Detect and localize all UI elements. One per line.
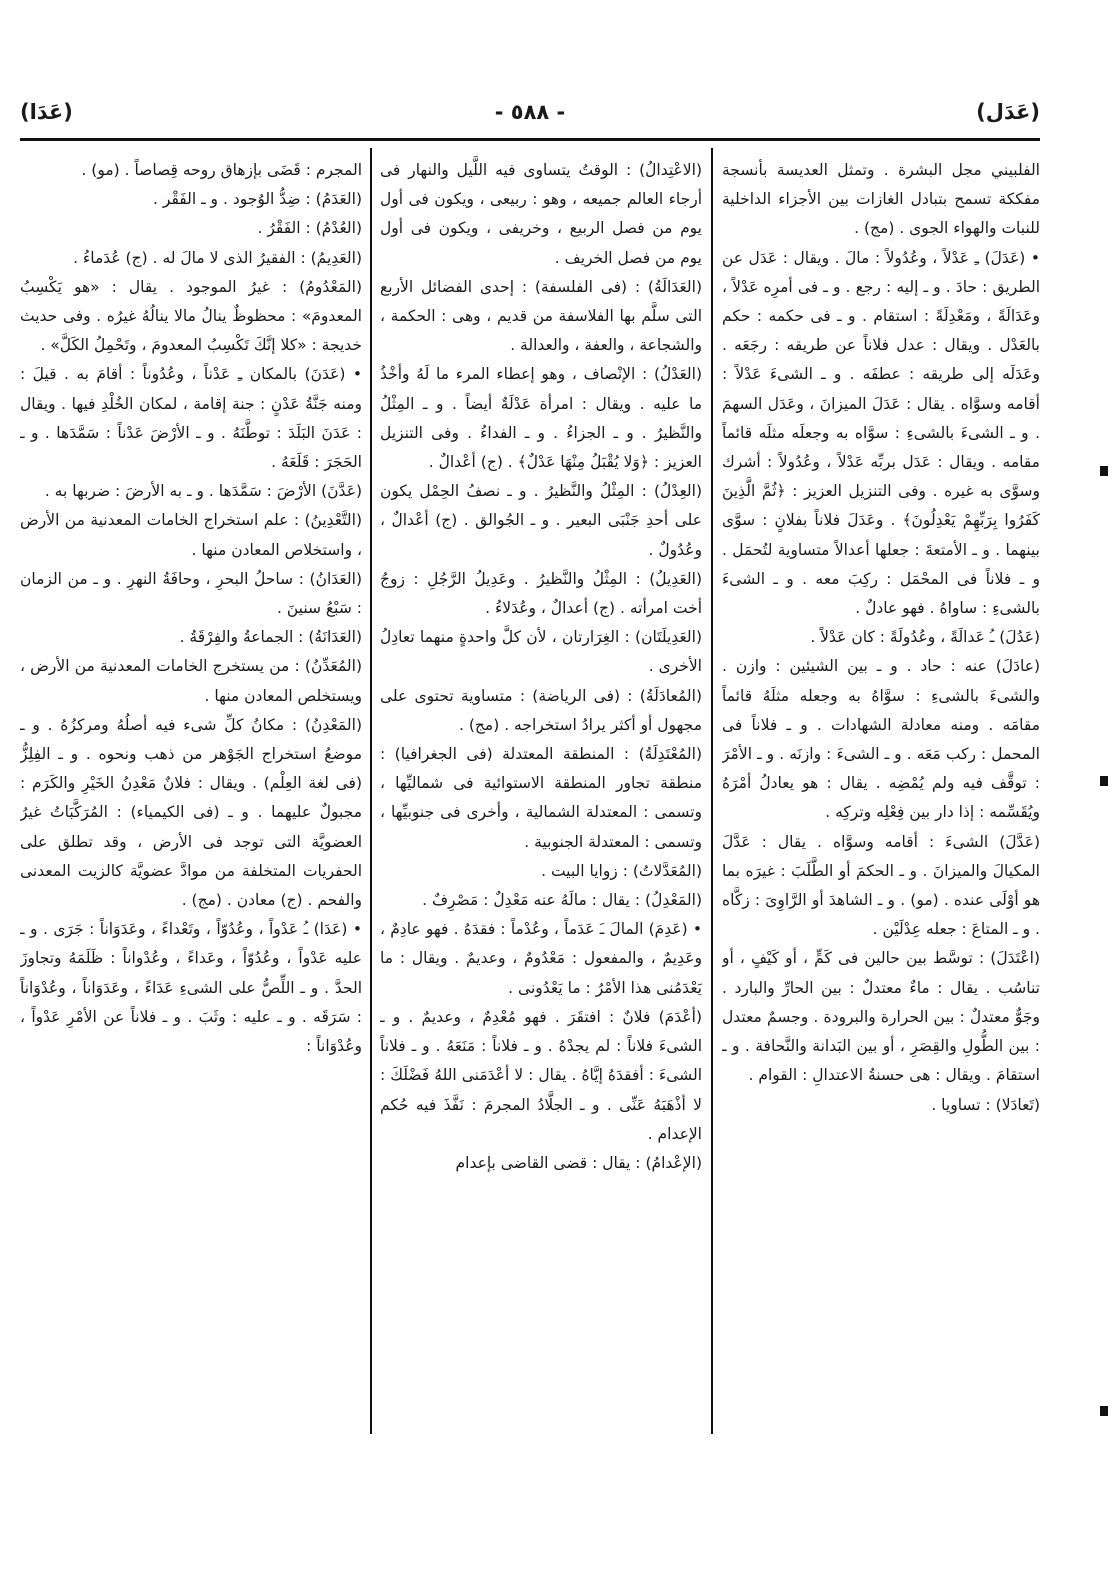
margin-mark (1100, 776, 1108, 786)
dictionary-entry: (المُعْتَدِلَةُ) : المنطقة المعتدلة (فى الجغرافيا) : منطقة تجاور المنطقة الاستوائية فى شماليِّها ، وتسمى : المعتدلة الشمالية ، وأخرى فى جنوبيِّها ، وتسمى : المعتدلة الجنوبية . (380, 745, 702, 851)
header-rule (20, 138, 1040, 141)
dictionary-entry: (العَدَانُ) : ساحلُ البحرِ ، وحافَةُ النهرِ . و ـ من الزمان : سَبْعُ سنينَ . (20, 569, 362, 618)
dictionary-entry: (الإعْدامُ) : يقال : قضى القاضى بإعدام (455, 1153, 702, 1172)
column-middle (380, 156, 702, 1436)
dictionary-entry: (الاعْتِدالُ) : الوقتُ يتساوى فيه اللَّيل والنهار فى أرجاء العالم جميعه ، وهو : ربيعى ، ويكون فى أول يوم من فصل الربيع ، وخريفى ، ويكون فى أول يوم من فصل الخريف . (380, 161, 702, 267)
column-divider-left (370, 148, 372, 1434)
dictionary-entry: (المُعَدَّلاتُ) : زوايا البيت . (541, 861, 702, 880)
dictionary-entry: (تَعادَلا) : تساويا . (931, 1095, 1040, 1114)
dictionary-entry: المجرم : قَضَى بإزهاق روحه قِصاصاً . (مو) . (81, 161, 362, 179)
dictionary-entry: (المَعْدُومُ) : غيرُ الموجود . يقال : «هو يَكْسِبُ المعدومَ» : محظوظٌ ينالُ مالا ينالُهُ غيرُه . وفى حديث خديجة : «كلا إنَّكَ تَكْسِبُ المعدومَ ، وتَحْمِلُ الكَلَّ» . (20, 277, 362, 355)
dictionary-entry: (العَدِيلُ) : المِثْلُ والنَّظيرُ . وعَدِيلُ الرَّجُلِ : زوجُ أخت امرأته . (ج) أعدالٌ ، وعُدَلاءُ . (380, 569, 702, 618)
dictionary-entry: (العَدَالَةُ) : (فى الفلسفة) : إحدى الفضائل الأربع التى سلَّم بها الفلاسفة من قديم ، وهى : الحكمة ، والشجاعة ، والعفة ، والعدالة . (380, 277, 702, 355)
dictionary-entry: (التَّعْدِينُ) : علم استخراج الخامات المعدنية من الأرض ، واستخلاص المعادن منها . (20, 511, 362, 559)
dictionary-entry: (العَدَانَةُ) : الجماعةُ والفِرْقَةُ . (179, 628, 362, 647)
dictionary-entry: (المَعْدِلُ) : يقال : مالَهُ عنه مَعْدِلٌ : مَصْرِفٌ . (422, 891, 702, 910)
dictionary-entry: (أعْدَمَ) فلانٌ : افتقَرَ . فهو مُعْدِمٌ ، وعديمٌ . و ـ الشىءَ فلاناً : لم يجدْهُ . و ـ فلاناً : مَنَعَهُ . و ـ فلاناً الشىءَ : أفقدَهُ إيَّاهُ . يقال : لا أعْدَمَنى اللهُ فَضْلَكَ : لا أذْهَبَهُ عَنِّى . و ـ الجلَّادُ المجرمَ : نَفَّذَ فيه حُكم الإعدام . (380, 1007, 702, 1143)
dictionary-entry: (اعْتَدَلَ) : توسَّط بين حالين فى كَمٍّ ، أو كَيْفٍ ، أو تناسُب . يقال : ماءٌ معتدلٌ : بين الحارِّ والبارد . وجَوٌّ معتدلٌ : بين الحرارة والبرودة . وجسمٌ معتدل : بين الطُّولِ والقِصَرِ ، أو بين البَدانة والنَّحافة . و ـ استقامَ . ويقال : هى حسنةُ الاعتدالِ : القوام . (722, 949, 1040, 1085)
dictionary-entry: • (عَدَلَ) ـِ عَدْلاً ، وعُدُولاً : مالَ . ويقال : عَدَل عن الطريق : حادَ . و ـ إليه : رجع . و ـ فى أمرِه عَدْلاً ، وعَدَالَةً ، ومَعْدِلَةً : استقام . و ـ فى حكمه : حكم بالعَدْل . ويقال : عدل فلاناً عن طريقه : رجَعَه . وعَدَلَه إلى طريقه : عطفَه . و ـ الشىءَ عَدْلاً : أقامه وسوَّاه . يقال : عَدَلَ الميزانَ ، وعَدَل السهمَ . و ـ الشىءَ بالشىءِ : سوَّاه به وجعلَه مثلَه قائماً مقامه . ويقال : عَدَل بربِّه عَدْلاً ، وعُدُولاً : أشرك وسوَّى به غيره . وفى التنزيل العزيز : ﴿ثُمَّ الَّذِينَ كَفَرُوا بِرَبِّهِمْ يَعْدِلُونَ﴾ . وعَدَلَ فلاناً بفلانٍ : سوَّى بينهما . و ـ الأمتعةَ : جعلها أعدالاً متساوية لتُحمَل . و ـ فلاناً فى المحْمَل : ركِبَ معه . و ـ الشىءَ بالشىءِ : ساواهُ . فهو عادلٌ . (722, 248, 1040, 618)
dictionary-entry: (عَدَّنَ) الأرْضَ : سَمَّدَها . و ـ به الأرضَ : ضربها به . (44, 482, 362, 501)
header-entry-word-right: (عَدَل) (976, 100, 1040, 124)
dictionary-entry: (العَدِيلَتَان) : الغِرَارتان ، لأن كلَّ واحدةٍ منهما تعادِلُ الأخرى . (380, 628, 702, 676)
dictionary-entry: (العَدْلُ) : الإنْصاف ، وهو إعطاء المرء ما لَهُ وأخْذُ ما عليه . ويقال : امرأة عَدْلَةٌ أيضاً . و ـ المِثْلُ والنَّظيرُ . و ـ الجزاءُ . و ـ الفداءُ . وفى التنزيل العزيز : ﴿وَلا يُقْبَلُ مِنْهَا عَدْلٌ﴾ . (ج) أعْدالٌ . (380, 365, 702, 472)
dictionary-entry: (المَعْدِنُ) : مكانُ كلِّ شىء فيه أصلُهُ ومركزُهُ . و ـ موضعُ استخراج الجَوْهر من ذهب ونحوه . و ـ الفِلِزُّ (فى لغة العِلْم) . ويقال : فلانٌ مَعْدِنُ الخَيْرِ والكَرَم : مجبولٌ عليهما . و ـ (فى الكيمياء) : المُرَكَّبَاتُ غيرُ العضويَّة التى توجد فى الأرض ، وقد تطلق على الحفريات المتخلفة من موادَّ عضويَّة كالزيت المعدنى والفحم . (ج) معادن . (مج) . (20, 715, 362, 910)
dictionary-entry: (العَدِيمُ) : الفقيرُ الذى لا مالَ له . (ج) عُدَماءُ . (73, 248, 362, 267)
dictionary-entry: (العِدْلُ) : المِثْلُ والنَّظيرُ . و ـ نصفُ الحِمْل يكون على أحدِ جَنْبَى البعير . و ـ الجُوالق . (ج) أعْدالٌ ، وعُدُولٌ . (380, 482, 702, 559)
dictionary-entry: (عَدُلَ) ـُ عَدالَةً ، وعُدُولَةً : كان عَدْلاً . (810, 628, 1040, 647)
dictionary-entry: (المُعَدِّنُ) : من يستخرج الخامات المعدنية من الأرض ، ويستخلص المعادن منها . (20, 657, 362, 705)
column-left (20, 156, 362, 1436)
page-number: - ٥٨٨ - (494, 100, 566, 124)
page-header (20, 92, 1040, 132)
column-right (722, 156, 1040, 1436)
dictionary-entry: (عَدَّلَ) الشىءَ : أقامه وسوَّاه . يقال : عَدَّلَ المكيالَ والميزانَ . و ـ الحكمَ أو الطَّلَبَ : غيرَه بما هو أوْلَى عنده . (مو) . و ـ الشاهدَ أو الرَّاوِىَ : زكَّاه . و ـ المتاعَ : جعله عِدْلَيْن . (722, 832, 1040, 939)
dictionary-entry: (العَدَمُ) : ضِدُّ الوُجود . و ـ الفَقْر . (153, 190, 362, 209)
dictionary-entry: • (عَدَنَ) بالمكان ـِ عَدْناً ، وعُدُوناً : أقامَ به . قيلَ : ومنه جَنَّةُ عَدْنٍ : جنة إقامة ، لمكان الخُلْدِ فيها . ويقال : عَدَنَ البَلَدَ : توطَّنَهُ . و ـ الأرْضَ عَدْناً : سَمَّدَها . و ـ الحَجَرَ : قَلَعَهُ . (20, 365, 362, 472)
column-divider-right (711, 148, 713, 1434)
dictionary-entry: (العُدْمُ) : الفَقْرُ . (257, 219, 362, 238)
header-entry-word-left: (عَدَا) (20, 100, 73, 124)
dictionary-entry: • (عَدَا) ـُ عَدْواً ، وعُدُوّاً ، وتَعْداءً ، وعَدَوَاناً : جَرَى . و ـ عليه عَدْواً ، وعُدُوّاً ، وعَداءً ، وعُدْواناً : ظَلَمَهُ وتجاوزَ الحدَّ . و ـ اللِّصُّ على الشىءِ عَدَاءً ، وعَدَوَاناً ، وعُدْوَاناً : سَرَقَه . و ـ عليه : وثَبَ . و ـ فلاناً عن الأمْرِ عَدْواً ، وعُدْوَاناً : (20, 920, 362, 1056)
dictionary-entry: • (عَدِمَ) المالَ ـَ عَدَماً ، وعُدْماً : فقدَهُ . فهو عادِمٌ ، وعَدِيمٌ ، والمفعول : مَعْدُومٌ ، وعديمٌ . ويقال : ما يَعْدَمُنى هذا الأمْرُ : ما يَعْدُونى . (380, 920, 702, 997)
dictionary-entry: الفلبيني مجل البشرة . وتمثل العديسة بأنسجة مفككة تسمح بتبادل الغازات بين الأجزاء الداخلية للنبات والهواء الجوى . (مج) . (722, 161, 1040, 238)
margin-mark (1100, 466, 1108, 476)
dictionary-entry: (عادَلَ) عنه : حاد . و ـ بين الشيئين : وازن . والشىءَ بالشىءِ : سوَّاهُ به وجعله مثلَهُ قائماً مقامَه . ومنه معادلة الشهادات . و ـ فلاناً فى المحمل : ركب مَعَه . و ـ الشىءَ : وازنَه . و ـ الأمْرَ : توقَّف فيه ولم يُمْضِه . يقال : هو يعادلُ أمْرَهُ ويُقَسِّمه : إذا دار بين فِعْلِه وتركِه . (722, 657, 1040, 822)
dictionary-entry: (المُعادَلَةُ) : (فى الرياضة) : متساوية تحتوى على مجهول أو أكثر يرادُ استخراجه . (مج) . (380, 686, 702, 734)
margin-mark (1100, 1406, 1108, 1416)
